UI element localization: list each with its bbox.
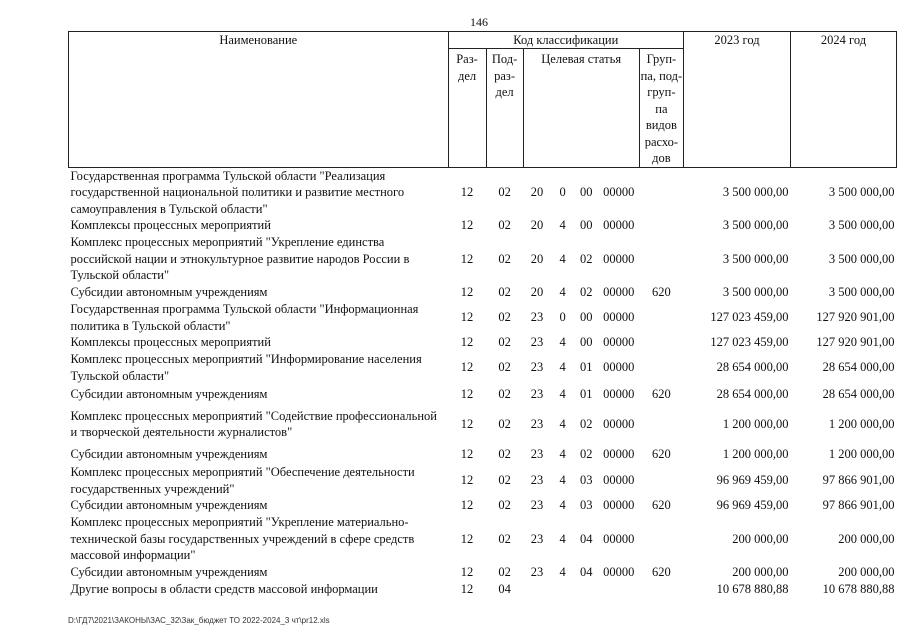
row-target-program: 23: [530, 310, 544, 325]
row-amount-2024: 97 866 901,00: [822, 473, 895, 488]
row-target-subprogram: 00: [580, 335, 593, 350]
row-target-type: 4: [559, 498, 566, 513]
row-amount-2023: 28 654 000,00: [716, 360, 789, 375]
row-amount-2023: 96 969 459,00: [716, 473, 789, 488]
row-target-subprogram: 02: [580, 285, 593, 300]
row-section: 12: [460, 565, 474, 580]
row-amount-2023: 96 969 459,00: [716, 498, 789, 513]
row-target-direction: 00000: [603, 416, 635, 431]
header-target-article-label: Целевая статья: [541, 52, 622, 66]
header-section: [448, 49, 486, 168]
row-expense-group: [639, 217, 683, 234]
header-group-lines-line: па, под-: [640, 68, 683, 83]
row-amount-2023: 1 200 000,00: [722, 416, 789, 431]
row-target-subprogram: 00: [580, 185, 593, 199]
row-section: 12: [460, 582, 474, 597]
row-amount-2024: 127 920 901,00: [816, 335, 895, 350]
row-name: Субсидии автономным учреждениям: [70, 285, 268, 300]
row-subsection: 02: [498, 473, 511, 488]
row-expense-group: [639, 514, 683, 564]
row-target-program: 23: [530, 531, 544, 546]
table-row: [69, 497, 897, 514]
table-row: [69, 564, 897, 581]
row-target-program: 20: [530, 185, 544, 199]
row-target-type: 0: [559, 310, 566, 325]
row-subsection: 02: [498, 386, 511, 401]
row-subsection: 02: [498, 285, 511, 300]
row-subsection: 02: [498, 565, 511, 580]
row-amount-2023: 3 500 000,00: [722, 185, 789, 199]
header-section-lines: [449, 49, 486, 84]
row-amount-2023: 3 500 000,00: [722, 285, 789, 300]
header-target-article: [523, 49, 639, 168]
row-target-type: 4: [559, 218, 566, 233]
row-subsection: 02: [498, 498, 511, 513]
table-row: [69, 404, 897, 444]
table-row: [69, 444, 897, 464]
row-target-direction: 00000: [603, 360, 635, 375]
header-group-lines-line: Груп-: [646, 52, 677, 66]
row-target-direction: 00000: [603, 498, 635, 513]
row-name: Комплекс процессных мероприятий "Информирование населения Тульской области": [70, 352, 422, 383]
table-row: [69, 464, 897, 497]
header-subsection: [486, 49, 523, 168]
row-target-program: 20: [530, 251, 544, 266]
row-section: 12: [460, 185, 474, 199]
row-target-direction: 00000: [603, 531, 635, 546]
row-target-type: 4: [559, 285, 566, 300]
table-row: [69, 581, 897, 598]
row-amount-2024: 10 678 880,88: [822, 582, 895, 597]
row-target-program: 23: [530, 446, 544, 461]
header-expense-group: [639, 49, 683, 168]
header-subsection-lines: [487, 49, 523, 101]
row-target-direction: 00000: [603, 218, 635, 233]
row-target-type: 4: [559, 335, 566, 350]
header-group-lines: [640, 49, 683, 167]
row-amount-2024: 3 500 000,00: [828, 185, 895, 199]
row-subsection: 02: [498, 360, 511, 375]
row-target-type: 0: [559, 185, 566, 199]
row-section: 12: [460, 531, 474, 546]
row-name: Другие вопросы в области средств массовой информации: [70, 582, 378, 597]
row-section: 12: [460, 360, 474, 375]
row-name: Субсидии автономным учреждениям: [70, 386, 268, 401]
row-expense-group: 620: [652, 446, 671, 461]
table-row: [69, 234, 897, 284]
header-group-lines-line: дов: [652, 151, 671, 165]
row-target-program: 23: [530, 335, 544, 350]
row-name: Государственная программа Тульской области "Информационная политика в Тульской области": [70, 302, 419, 333]
row-target-subprogram: [574, 581, 598, 598]
row-target-subprogram: 00: [580, 310, 593, 325]
row-expense-group: [639, 301, 683, 334]
row-expense-group: [639, 581, 683, 598]
row-subsection: 02: [498, 251, 511, 266]
row-target-program: 20: [530, 285, 544, 300]
row-name: Субсидии автономным учреждениям: [70, 565, 268, 580]
file-path-footer: D:\ГД7\2021\ЗАКОНЫ\ЗАС_32\Зак_бюджет ТО 2022-2024_3 чт\pr12.xls: [68, 616, 330, 625]
row-expense-group: [639, 464, 683, 497]
row-expense-group: 620: [652, 565, 671, 580]
table-row: [69, 514, 897, 564]
table-row: [69, 284, 897, 301]
row-target-direction: 00000: [603, 310, 635, 325]
header-year-2023: 2023 год: [684, 32, 791, 168]
row-target-direction: 00000: [603, 185, 635, 199]
table-row: [69, 167, 897, 217]
row-target-subprogram: 04: [580, 531, 593, 546]
row-target-subprogram: 02: [580, 416, 593, 431]
row-amount-2023: 127 023 459,00: [710, 335, 789, 350]
row-name: Государственная программа Тульской области "Реализация государственной национальной политики и развитие местного самоуправления в Тульской области": [70, 168, 405, 216]
row-amount-2023: 1 200 000,00: [722, 446, 789, 461]
row-target-type: 4: [559, 446, 566, 461]
table-row: [69, 334, 897, 351]
row-amount-2024: 28 654 000,00: [822, 360, 895, 375]
row-target-direction: 00000: [603, 386, 635, 401]
row-amount-2024: 1 200 000,00: [828, 416, 895, 431]
row-expense-group: 620: [652, 386, 671, 401]
row-section: 12: [460, 335, 474, 350]
row-name: Комплекс процессных мероприятий "Укрепление единства российской нации и этнокультурное развитие народов России в Тульской области": [70, 235, 410, 283]
row-target-subprogram: 03: [580, 498, 593, 513]
row-target-type: 4: [559, 360, 566, 375]
row-target-type: [551, 581, 575, 598]
page-number: 146: [470, 15, 488, 29]
row-target-program: 23: [530, 416, 544, 431]
row-subsection: 02: [498, 218, 511, 233]
header-section-lines-line: дел: [457, 68, 477, 83]
header-group-lines-line: видов: [645, 118, 677, 132]
header-group-lines-line: па: [655, 101, 668, 116]
row-target-subprogram: 03: [580, 473, 593, 488]
row-expense-group: [639, 351, 683, 384]
header-subsection-lines-line: дел: [495, 85, 514, 99]
row-target-subprogram: 01: [580, 360, 593, 375]
row-section: 12: [460, 218, 474, 233]
row-name: Комплекс процессных мероприятий "Обеспечение деятельности государственных учреждений": [70, 465, 415, 496]
row-target-direction: 00000: [603, 565, 635, 580]
row-section: 12: [460, 386, 474, 401]
row-target-type: 4: [559, 531, 566, 546]
header-section-lines-line: Раз-: [456, 52, 478, 66]
row-target-subprogram: 02: [580, 251, 593, 266]
row-target-program: 23: [530, 360, 544, 375]
row-amount-2023: 127 023 459,00: [710, 310, 789, 325]
row-expense-group: 620: [652, 285, 671, 300]
row-amount-2024: 3 500 000,00: [828, 251, 895, 266]
row-amount-2024: 28 654 000,00: [822, 386, 895, 401]
row-target-subprogram: 01: [580, 386, 593, 401]
header-year-2024: 2024 год: [790, 32, 896, 168]
row-amount-2023: 200 000,00: [732, 531, 789, 546]
row-amount-2023: 3 500 000,00: [722, 251, 789, 266]
row-target-subprogram: 00: [580, 218, 593, 233]
row-amount-2024: 127 920 901,00: [816, 310, 895, 325]
row-subsection: 02: [498, 310, 511, 325]
row-subsection: 02: [498, 531, 511, 546]
row-section: 12: [460, 498, 474, 513]
row-target-subprogram: 02: [580, 446, 593, 461]
row-target-direction: 00000: [603, 285, 635, 300]
row-name: Комплексы процессных мероприятий: [70, 218, 271, 233]
row-target-program: 23: [530, 498, 544, 513]
row-expense-group: [639, 404, 683, 444]
row-amount-2024: 1 200 000,00: [828, 446, 895, 461]
row-target-type: 4: [559, 473, 566, 488]
table-header: [69, 32, 897, 168]
header-name: Наименование: [69, 32, 449, 168]
row-target-subprogram: 04: [580, 565, 593, 580]
row-amount-2023: 10 678 880,88: [716, 582, 789, 597]
row-target-program: 20: [530, 218, 544, 233]
row-amount-2023: 3 500 000,00: [722, 218, 789, 233]
header-subsection-lines-line: Под-: [491, 52, 518, 66]
row-subsection: 02: [498, 446, 511, 461]
row-target-type: 4: [559, 565, 566, 580]
row-target-program: [523, 581, 551, 598]
table-row: [69, 384, 897, 404]
row-section: 12: [460, 473, 474, 488]
row-target-type: 4: [559, 386, 566, 401]
row-amount-2024: 3 500 000,00: [828, 218, 895, 233]
row-section: 12: [460, 310, 474, 325]
table-row: [69, 301, 897, 334]
row-amount-2024: 97 866 901,00: [822, 498, 895, 513]
row-name: Субсидии автономным учреждениям: [70, 498, 268, 513]
header-group-lines-line: груп-: [647, 85, 676, 99]
row-subsection: 02: [498, 335, 511, 350]
header-code-classification: Код классификации: [448, 32, 684, 49]
row-expense-group: 620: [652, 498, 671, 513]
table-row: [69, 217, 897, 234]
row-subsection: 04: [498, 582, 511, 597]
row-target-direction: [598, 581, 639, 598]
table-row: [69, 351, 897, 384]
row-subsection: 02: [498, 185, 511, 199]
row-section: 12: [460, 416, 474, 431]
header-group-lines-line: расхо-: [644, 134, 679, 149]
row-expense-group: [639, 234, 683, 284]
row-section: 12: [460, 251, 474, 266]
row-target-type: 4: [559, 416, 566, 431]
row-section: 12: [460, 285, 474, 300]
row-amount-2024: 200 000,00: [838, 531, 895, 546]
row-expense-group: [639, 334, 683, 351]
row-target-direction: 00000: [603, 335, 635, 350]
row-amount-2023: 28 654 000,00: [716, 386, 789, 401]
row-target-program: 23: [530, 565, 544, 580]
header-subsection-lines-line: раз-: [494, 68, 516, 83]
row-name: Комплекс процессных мероприятий "Содействие профессиональной и творческой деятельности журналистов": [70, 408, 437, 439]
row-name: Комплекс процессных мероприятий "Укрепление материально-технической базы государственных учреждений в сфере средств массовой информации": [70, 515, 415, 563]
row-target-program: 23: [530, 473, 544, 488]
row-target-direction: 00000: [603, 251, 635, 266]
row-name: Комплексы процессных мероприятий: [70, 335, 271, 350]
row-amount-2024: 3 500 000,00: [828, 285, 895, 300]
row-target-direction: 00000: [603, 473, 635, 488]
table-body: [69, 167, 897, 598]
row-section: 12: [460, 446, 474, 461]
row-target-type: 4: [559, 251, 566, 266]
row-target-direction: 00000: [603, 446, 635, 461]
row-amount-2024: 200 000,00: [838, 565, 895, 580]
row-target-program: 23: [530, 386, 544, 401]
row-expense-group: [639, 167, 683, 217]
budget-table: [68, 31, 897, 598]
row-subsection: 02: [498, 416, 511, 431]
row-name: Субсидии автономным учреждениям: [70, 446, 268, 461]
row-amount-2023: 200 000,00: [732, 565, 789, 580]
